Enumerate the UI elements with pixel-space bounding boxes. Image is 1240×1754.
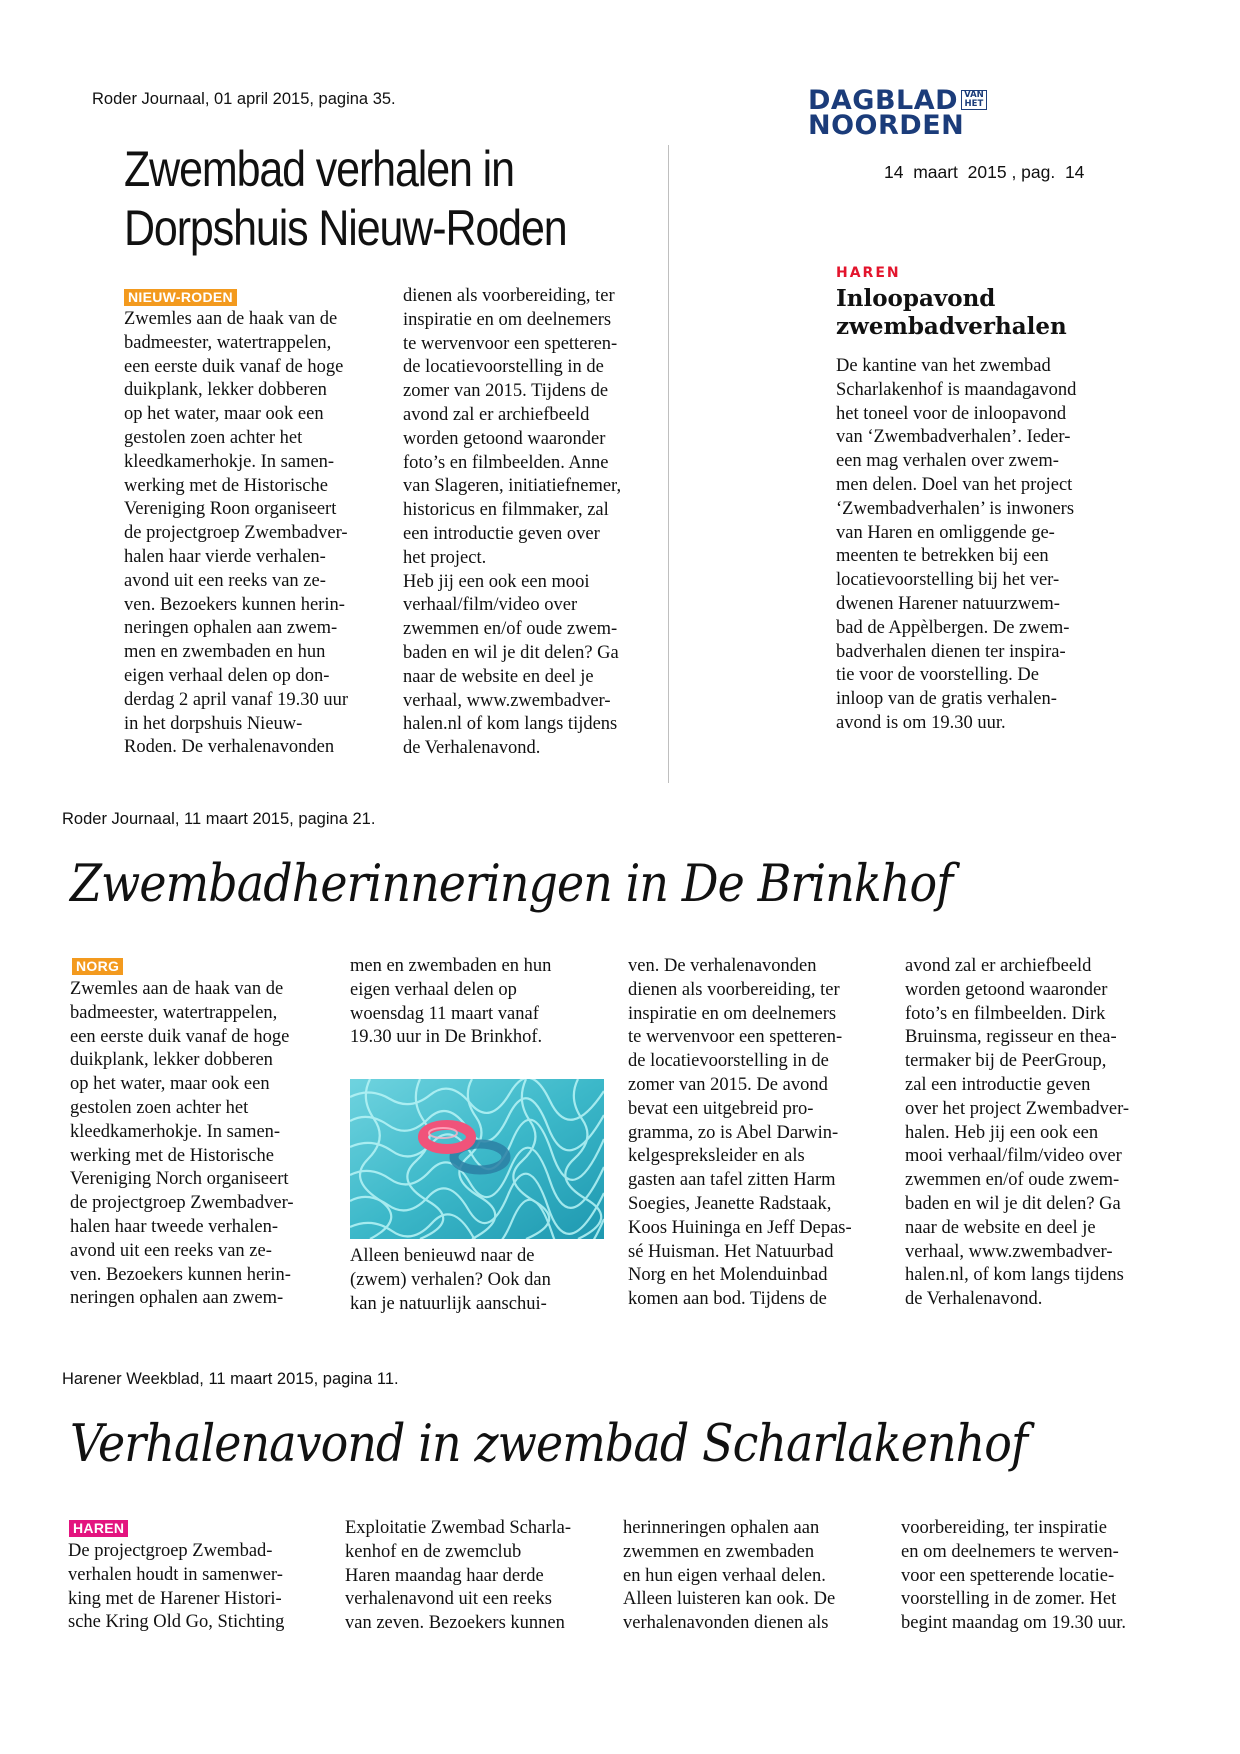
dvn-date: 14 maart 2015 , pag. 14	[884, 162, 1085, 182]
text-line: voorstelling in de zomer. Het	[901, 1589, 1117, 1610]
text-line: Alleen benieuwd naar de	[350, 1246, 535, 1266]
text-line: avond uit een reeks van ze-	[124, 570, 326, 591]
text-line: de projectgroep Zwembadver-	[124, 523, 348, 544]
article2-tag	[72, 958, 123, 976]
text-line: gramma, zo is Abel Darwin-	[628, 1122, 839, 1143]
text-line: het toneel voor de inloopavond	[836, 403, 1067, 424]
text-line: Roden. De verhalenavonden	[124, 737, 335, 758]
text-line: dienen als voorbereiding, ter	[628, 979, 840, 1000]
text-line: verhalen houdt in samenwer-	[68, 1564, 283, 1585]
text-line: gasten aan tafel zitten Harm	[628, 1170, 836, 1191]
text-line: eigen verhaal delen op don-	[124, 665, 330, 686]
text-line: Zwemles aan de haak van de	[70, 979, 284, 999]
text-line: van zeven. Bezoekers kunnen	[345, 1613, 565, 1634]
dvn-logo-badge-line1: VAN	[964, 90, 984, 100]
text-line: worden getoond waaronder	[403, 428, 606, 449]
text-line: dienen als voorbereiding, ter	[403, 286, 615, 306]
text-line: verhaal, www.zwembadver-	[403, 690, 611, 711]
text-line: de Verhalenavond.	[905, 1289, 1043, 1310]
text-line: zomer van 2015. Tijdens de	[403, 381, 609, 402]
text-line: Zwemles aan de haak van de	[124, 309, 338, 329]
text-line: neringen ophalen aan zwem-	[124, 618, 338, 639]
text-line: meenten te betrekken bij een	[836, 546, 1049, 567]
article2-tag-label: NORG	[72, 958, 123, 975]
text-line: dwenen Harener natuurzwem-	[836, 593, 1060, 614]
text-line: van ‘Zwembadverhalen’. Ieder-	[836, 427, 1071, 448]
text-line: 19.30 uur in De Brinkhof.	[350, 1027, 543, 1048]
dvn-body	[836, 355, 1136, 736]
swimming-pool-photo	[350, 1079, 604, 1239]
article1-tag	[124, 289, 237, 307]
text-line: werking met de Historische	[70, 1145, 274, 1166]
text-line: in het dorpshuis Nieuw-	[124, 713, 303, 734]
text-line: eigen verhaal delen op	[350, 979, 517, 1000]
text-line: halen. Heb jij een ook een	[905, 1122, 1099, 1143]
text-line: bad de Appèlbergen. De zwem-	[836, 617, 1070, 638]
text-line: en om deelnemers te werven-	[901, 1541, 1119, 1562]
text-line: avond uit een reeks van ze-	[70, 1240, 272, 1261]
text-line: kleedkamerhokje. In samen-	[124, 451, 335, 472]
text-line: op het water, maar ook een	[70, 1074, 270, 1095]
text-line: van Haren en omliggende ge-	[836, 522, 1055, 543]
text-line: te wervenvoor een spetteren-	[628, 1027, 843, 1048]
text-line: de locatievoorstelling in de	[403, 357, 604, 378]
article2-column-2-top	[350, 955, 620, 1050]
dvn-headline-line2: zwembadverhalen	[836, 313, 1067, 340]
text-line: op het water, maar ook een	[124, 404, 324, 425]
text-line: de Verhalenavond.	[403, 738, 541, 759]
dvn-logo-line1: DAGBLAD	[808, 85, 959, 116]
text-line: voorbereiding, ter inspiratie	[901, 1518, 1108, 1538]
article3-headline: Verhalenavond in zwembad Scharlakenhof	[70, 1415, 1028, 1474]
text-line: halen.nl, of kom langs tijdens	[905, 1265, 1124, 1286]
article2-column-1	[70, 978, 340, 1311]
text-line: ven. De verhalenavonden	[628, 956, 817, 976]
article3-tag	[69, 1520, 128, 1538]
text-line: badmeester, watertrappelen,	[124, 332, 332, 353]
article3-source: Harener Weekblad, 11 maart 2015, pagina 11.	[62, 1370, 399, 1388]
dvn-logo-badge-line2: HET	[964, 99, 984, 109]
text-line: Alleen luisteren kan ook. De	[623, 1589, 836, 1610]
text-line: een mag verhalen over zwem-	[836, 451, 1059, 472]
text-line: herinneringen ophalen aan	[623, 1518, 820, 1538]
text-line: sche Kring Old Go, Stichting	[68, 1612, 285, 1633]
text-line: bevat een uitgebreid pro-	[628, 1098, 814, 1119]
article1-headline-line2: Dorpshuis Nieuw-Roden	[124, 200, 567, 256]
text-line: verhalenavonden dienen als	[623, 1613, 829, 1634]
text-line: en hun eigen verhaal delen.	[623, 1565, 826, 1586]
text-line: sé Huisman. Het Natuurbad	[628, 1241, 834, 1262]
text-line: men en zwembaden en hun	[350, 956, 552, 976]
article3-column-2	[345, 1517, 615, 1636]
text-line: inloop van de gratis verhalen-	[836, 689, 1057, 710]
text-line: derdag 2 april vanaf 19.30 uur	[124, 689, 348, 710]
text-line: Soegies, Jeanette Radstaak,	[628, 1193, 832, 1214]
text-line: zwemmen en/of oude zwem-	[403, 619, 618, 640]
article3-tag-label: HAREN	[69, 1520, 128, 1537]
text-line: te wervenvoor een spetteren-	[403, 333, 618, 354]
dvn-logo	[808, 85, 987, 141]
article1-source: Roder Journaal, 01 april 2015, pagina 35.	[92, 90, 396, 108]
text-line: avond zal er archiefbeeld	[403, 404, 590, 425]
text-line: gestolen zoen achter het	[70, 1097, 249, 1118]
text-line: naar de website en deel je	[905, 1217, 1096, 1238]
text-line: foto’s en filmbeelden. Dirk	[905, 1003, 1106, 1024]
text-line: Vereniging Norch organiseert	[70, 1169, 289, 1190]
text-line: over het project Zwembadver-	[905, 1098, 1130, 1119]
swimming-pool-photo-svg	[350, 1079, 604, 1239]
article2-column-2-bottom	[350, 1245, 620, 1316]
text-line: verhalenavond uit een reeks	[345, 1589, 553, 1610]
article3-column-3	[623, 1517, 893, 1636]
article3-column-4	[901, 1517, 1201, 1636]
text-line: men en zwembaden en hun	[124, 642, 326, 663]
dvn-headline	[836, 285, 1067, 341]
text-line: een eerste duik vanaf de hoge	[70, 1026, 290, 1047]
text-line: verhaal, www.zwembadver-	[905, 1241, 1113, 1262]
text-line: duikplank, lekker dobberen	[70, 1050, 273, 1071]
text-line: avond is om 19.30 uur.	[836, 712, 1006, 733]
text-line: halen haar tweede verhalen-	[70, 1216, 278, 1237]
article2-column-3	[628, 955, 898, 1312]
text-line: kan je natuurlijk aanschui-	[350, 1293, 547, 1314]
text-line: gestolen zoen achter het	[124, 427, 303, 448]
text-line: woensdag 11 maart vanaf	[350, 1003, 539, 1024]
text-line: werking met de Historische	[124, 475, 328, 496]
text-line: ‘Zwembadverhalen’ is inwoners	[836, 498, 1075, 519]
text-line: halen haar vierde verhalen-	[124, 546, 326, 567]
text-line: Koos Huininga en Jeff Depas-	[628, 1217, 852, 1238]
column-divider	[668, 145, 669, 783]
text-line: kelgespreksleider en als	[628, 1146, 805, 1167]
text-line: historicus en filmmaker, zal	[403, 500, 609, 521]
text-line: worden getoond waaronder	[905, 979, 1108, 1000]
article2-headline: Zwembadherinneringen in De Brinkhof	[70, 855, 953, 914]
article1-column-2	[403, 285, 673, 761]
text-line: Norg en het Molenduinbad	[628, 1265, 828, 1286]
text-line: Vereniging Roon organiseert	[124, 499, 337, 520]
text-line: van Slageren, initiatiefnemer,	[403, 476, 622, 497]
text-line: neringen ophalen aan zwem-	[70, 1288, 284, 1309]
text-line: avond zal er archiefbeeld	[905, 956, 1092, 976]
text-line: een introductie geven over	[403, 523, 600, 544]
text-line: men delen. Doel van het project	[836, 474, 1073, 495]
text-line: baden en wil je dit delen? Ga	[403, 642, 619, 663]
text-line: halen.nl of kom langs tijdens	[403, 714, 618, 735]
text-line: (zwem) verhalen? Ook dan	[350, 1269, 551, 1290]
text-line: Heb jij een ook een mooi	[403, 571, 590, 592]
dvn-headline-line1: Inloopavond	[836, 285, 996, 312]
text-line: kleedkamerhokje. In samen-	[70, 1121, 281, 1142]
text-line: zomer van 2015. De avond	[628, 1074, 828, 1095]
article3-column-1	[68, 1540, 338, 1635]
text-line: tie voor de voorstelling. De	[836, 665, 1039, 686]
article1-tag-label: NIEUW-RODEN	[124, 289, 237, 306]
text-line: komen aan bod. Tijdens de	[628, 1289, 827, 1310]
article1-headline	[124, 140, 639, 258]
text-line: badmeester, watertrappelen,	[70, 1002, 278, 1023]
text-line: king met de Harener Histori-	[68, 1588, 282, 1609]
text-line: zal een introductie geven	[905, 1074, 1091, 1095]
text-line: verhaal/film/video over	[403, 595, 578, 616]
text-line: mooi verhaal/film/video over	[905, 1146, 1122, 1167]
text-line: Haren maandag haar derde	[345, 1565, 544, 1586]
text-line: de projectgroep Zwembadver-	[70, 1193, 294, 1214]
article1-column-1	[124, 308, 394, 760]
text-line: kenhof en de zwemclub	[345, 1541, 522, 1562]
text-line: locatievoorstelling bij het ver-	[836, 570, 1060, 591]
article1-headline-line1: Zwembad verhalen in	[124, 141, 514, 197]
dvn-logo-badge	[961, 90, 987, 110]
text-line: zwemmen en/of oude zwem-	[905, 1170, 1120, 1191]
text-line: De kantine van het zwembad	[836, 356, 1051, 376]
text-line: Exploitatie Zwembad Scharla-	[345, 1518, 572, 1538]
text-line: begint maandag om 19.30 uur.	[901, 1613, 1127, 1634]
text-line: het project.	[403, 547, 487, 568]
text-line: ven. Bezoekers kunnen herin-	[124, 594, 345, 615]
text-line: baden en wil je dit delen? Ga	[905, 1193, 1121, 1214]
text-line: De projectgroep Zwembad-	[68, 1541, 273, 1561]
text-line: termaker bij de PeerGroup,	[905, 1051, 1107, 1072]
text-line: voor een spetterende locatie-	[901, 1565, 1115, 1586]
article2-column-4	[905, 955, 1205, 1312]
text-line: de locatievoorstelling in de	[628, 1051, 829, 1072]
dvn-logo-line2: NOORDEN	[808, 110, 965, 141]
text-line: zwemmen en zwembaden	[623, 1541, 815, 1562]
text-line: inspiratie en om deelnemers	[628, 1003, 837, 1024]
text-line: een eerste duik vanaf de hoge	[124, 356, 344, 377]
text-line: inspiratie en om deelnemers	[403, 309, 612, 330]
text-line: duikplank, lekker dobberen	[124, 380, 327, 401]
article2-source: Roder Journaal, 11 maart 2015, pagina 21.	[62, 810, 376, 828]
text-line: naar de website en deel je	[403, 666, 594, 687]
text-line: foto’s en filmbeelden. Anne	[403, 452, 609, 473]
text-line: Scharlakenhof is maandagavond	[836, 379, 1077, 400]
text-line: Bruinsma, regisseur en thea-	[905, 1027, 1117, 1048]
dvn-kicker: HAREN	[836, 265, 901, 281]
text-line: ven. Bezoekers kunnen herin-	[70, 1264, 291, 1285]
text-line: badverhalen dienen ter inspira-	[836, 641, 1066, 662]
